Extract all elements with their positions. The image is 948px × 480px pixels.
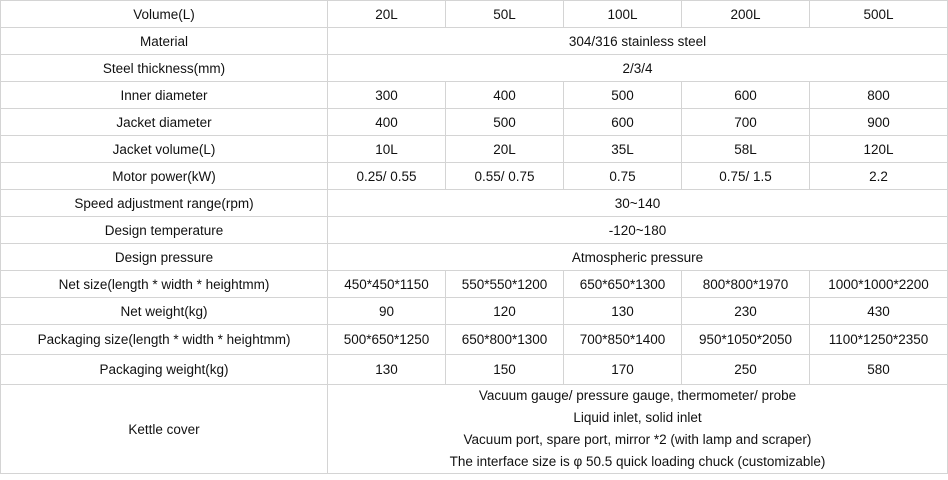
row-label: Design temperature [1,217,328,244]
table-row-jacket-volume [1,136,948,163]
row-label: Material [1,28,328,55]
table-row-inner-diameter [1,82,948,109]
merged-value-cell: 30~140 [328,190,948,217]
table-row-kettle-cover [1,385,948,474]
value-cell: 130 [328,355,446,385]
row-label: Net size(length * width * heightmm) [1,271,328,298]
value-cell: 0.25/ 0.55 [328,163,446,190]
value-cell: 500 [446,109,564,136]
row-label: Design pressure [1,244,328,271]
merged-value-cell: -120~180 [328,217,948,244]
value-cell: 200L [682,1,810,28]
value-cell: 650*800*1300 [446,325,564,355]
row-label: Kettle cover [1,385,328,474]
value-cell: 58L [682,136,810,163]
value-cell: 100L [564,1,682,28]
table-row-packaging-weight [1,355,948,385]
table-row-net-weight [1,298,948,325]
table-row-speed-range [1,190,948,217]
value-cell: 170 [564,355,682,385]
value-cell: 500*650*1250 [328,325,446,355]
merged-value-cell: 304/316 stainless steel [328,28,948,55]
value-cell: 50L [446,1,564,28]
value-cell: 20L [446,136,564,163]
value-cell: 0.75/ 1.5 [682,163,810,190]
value-cell: 500L [810,1,948,28]
row-label: Jacket diameter [1,109,328,136]
value-cell: 2.2 [810,163,948,190]
kettle-cover-line: Liquid inlet, solid inlet [573,410,702,425]
table-row-design-temperature [1,217,948,244]
table-row-motor-power [1,163,948,190]
value-cell: 35L [564,136,682,163]
value-cell: 800*800*1970 [682,271,810,298]
merged-value-cell: 2/3/4 [328,55,948,82]
value-cell: 0.55/ 0.75 [446,163,564,190]
value-cell: 800 [810,82,948,109]
value-cell: 230 [682,298,810,325]
table-row-jacket-diameter [1,109,948,136]
value-cell: 650*650*1300 [564,271,682,298]
row-label: Speed adjustment range(rpm) [1,190,328,217]
value-cell: 120 [446,298,564,325]
value-cell: 120L [810,136,948,163]
value-cell: 600 [682,82,810,109]
table-row-net-size [1,271,948,298]
value-cell: 450*450*1150 [328,271,446,298]
table-row-design-pressure [1,244,948,271]
value-cell: 400 [328,109,446,136]
row-label: Inner diameter [1,82,328,109]
value-cell: 250 [682,355,810,385]
value-cell: 130 [564,298,682,325]
kettle-cover-line: Vacuum port, spare port, mirror *2 (with lamp and scraper) [463,432,812,447]
kettle-cover-details [328,385,948,474]
value-cell: 950*1050*2050 [682,325,810,355]
row-label: Volume(L) [1,1,328,28]
value-cell: 600 [564,109,682,136]
value-cell: 500 [564,82,682,109]
value-cell: 1100*1250*2350 [810,325,948,355]
value-cell: 20L [328,1,446,28]
value-cell: 300 [328,82,446,109]
kettle-cover-line: Vacuum gauge/ pressure gauge, thermometer/ probe [478,388,797,403]
value-cell: 1000*1000*2200 [810,271,948,298]
row-label: Packaging weight(kg) [1,355,328,385]
table-row-steel-thickness [1,55,948,82]
value-cell: 430 [810,298,948,325]
merged-value-cell: Atmospheric pressure [328,244,948,271]
kettle-cover-line: The interface size is φ 50.5 quick loading chuck (customizable) [449,454,826,469]
value-cell: 10L [328,136,446,163]
value-cell: 400 [446,82,564,109]
row-label: Steel thickness(mm) [1,55,328,82]
table-row-material [1,28,948,55]
value-cell: 900 [810,109,948,136]
table-row-volume [1,1,948,28]
row-label: Packaging size(length * width * heightmm) [1,325,328,355]
value-cell: 150 [446,355,564,385]
row-label: Jacket volume(L) [1,136,328,163]
value-cell: 580 [810,355,948,385]
value-cell: 90 [328,298,446,325]
table-row-packaging-size [1,325,948,355]
value-cell: 700*850*1400 [564,325,682,355]
row-label: Net weight(kg) [1,298,328,325]
value-cell: 700 [682,109,810,136]
value-cell: 550*550*1200 [446,271,564,298]
row-label: Motor power(kW) [1,163,328,190]
value-cell: 0.75 [564,163,682,190]
